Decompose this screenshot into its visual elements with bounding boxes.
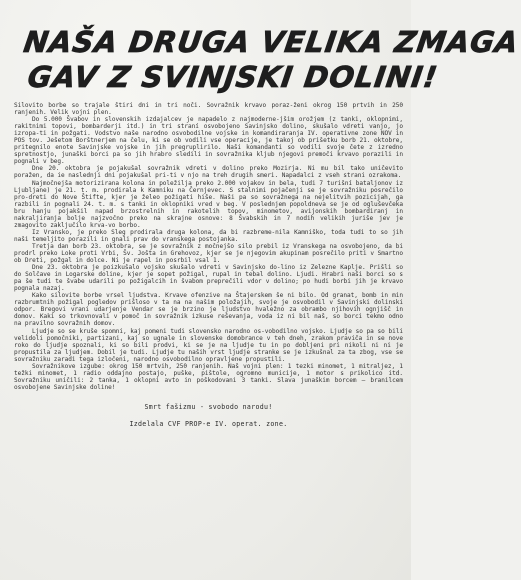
paragraph: Silovito borbe so trajale štiri dni in tri noči. Sovražnik krvavo poraz-ženi okrog 150 prtvih in 250 ranjenih. Velik vojni plen.: [14, 102, 403, 117]
paragraph: Iz Vransko, je preko Sleg prodirala druga kolona, da bi razbreme-nila Kamniško, toda tudi to so jih naši temeljito porazili in gnali prav do vranskega postojanka.: [14, 228, 403, 243]
slogan: Smrt fašizmu - svobodo narodu!: [144, 402, 273, 411]
paragraph: Najmočnejša motorizirana kolona in poležilja preko 2.000 vojakov in bela, tudi 7 turišní bataljonov iz Ljubljane) je 21. t. m. prodirala k Kamniku na Černjevec. S stalnimi pojačenji se je sovražniku posrečilo pro-dreti do Nove Štifte, kjer je želeo požigati hiše. Naši pa so sovražnega na nejelitvih pozicijah, ga razbili in pognali 24. t. m. s tanki in oklopniki vred v beg. V poslednjem popoldneva se je od ogluševčeka bru hanju pojakšil napad brzostrelnih in rakotelih topov, minometov, avijonskih bombardiranj in nakraljiranja bolje najzvočno preko na skrajne osnove: 8 Švabskih in 7 nodih velikih juriše jev je zmagovito zaključilo krva-vo borbo.: [14, 179, 403, 229]
publisher-line: Izdelala CVF PROP-e IV. operat. zone.: [129, 419, 288, 428]
paragraph: Ljudje so se kruše spomni, kaj pomeni tudi slovensko narodno os-vobodilno vojsko. Ljudje so pa so bili velidoli pomočniki, partizani, kaj so ugnale in slovenske domobrance v teh dneh, zrakom praviča in se nove roko do ljudje spoznali, ki so bili prodvi, ki se je na ljudje tu in po dobljeni pri nikoli ni ni je propustila za ljudjem. Dobil je tudi. Ljudje tu naših vrst ljudje stranke se je izkušnal za ta zbog, vse se sovražniku zaradi tega izločeni, narodno osvobodilno opravljene propustili.: [14, 327, 403, 363]
paragraph: Sovražnikove izgube: okrog 150 mrtvih, 250 ranjenih. Naš vojni plen: 1 tezki minomet, 1 mitraljez, 1 težki minomet, 1 radio oddajno postajo, puške, pištole, ogromno municije, 1 motor s prikolico itd. Sovražniku uničili: 2 tanka, 1 oklopni avto in poškodovani 3 tanki. Slava junaškim borcem — branilcem osvobojene Savinjske doline!: [14, 362, 403, 391]
paragraph: Dne 23. oktobra je poizkušalo vojsko skušalo vdreti v Savinjsko do-lino iz Zelezne Kaplje. Prišli so do Solčave in Logarske doline, kjer je sopet požigal, rupal in tebal dolino. Ljudi. Hrabri naši borci so s pa še tudi te švabe udarili po požigalcih in švabom preprečili vdor v dolino; po hudi borbi jih je krvavo pognala nazaj.: [14, 264, 403, 293]
article-body: [14, 102, 403, 391]
paragraph: Kako silovite borbe vrsel ljudstva. Krvave ofenzive na Štajerskem še ni bilo. Od granat, bomb in min razbrumtnih požigal pogledov prišloso v ta na na našim položajih, svoje je osvobodil v Savinjski dolinski odpor. Bregovi vrani udarjenje Vendar se je brzino je ljudstvo hvaležno za obrambo njihovih ognjišč in domov. Kaki so trkovnovali v pomoč in sovražnik izkuse reševanja, voda iz ni bil naš, so borci tekmo odno na pravilno sovražnih domov.: [14, 292, 403, 328]
paragraph: Do 5.000 Švabov in slovenskih izdajalcev je napadelo z najmoderne-jšim orožjem (z tanki, oklopnimi, rakitnimi topovi, bombarderji itd.) in tri straní osvobojeno Savinjsko dolino, skušalo vdreti vanjo, jo izropa-ti in požgati. Vodstvo naše narodno osvobodilne vojske in komandiraranja IV. operativne zone NOV in POS tov. Ješetom Borštnerjem na čelu, ki se ob vodili vse operacije, je takoj ob prišetku borb 21. oktobre, pritegnilo enote Savinjske vojske in jih pregruplirilo. Naši komandanti so vodili svoje čete z izredno spretnostjo, junaški borci pa so jih hrabro sledili in sovražnika kljub njegovi premoči krvavo porazili in pognali v beg.: [14, 116, 403, 166]
paragraph: Dne 20. oktobra je pojakušal sovražnik vdreti v dolino preko Mozirja. Ni mu bil tako uničevito poražen, da ie naslednji dni pojakušal pri-ti v njo na treh drugih smeri. Napadalci z vseh strani ozrakoma.: [14, 165, 403, 180]
paragraph: Tretja dan borb 23. oktobra, se je sovražnik z močnejšo silo prebil iz Vranskega na osvobojeno, da bi prodrl preko Loke proti Vrbi, Šv. Jošta in Grehovoz, kjer se je njegovim akupinam posrečilo priti v Smartno ob Dreti, požgal in dolce. Ni je rapel in posrbil vsal 1.: [14, 242, 403, 265]
headline-line-2: GAV Z SVINJSKI DOLINI!: [25, 60, 441, 94]
headline-line-1: NAŠA DRUGA VELIKA ZMAGA: [21, 25, 521, 59]
